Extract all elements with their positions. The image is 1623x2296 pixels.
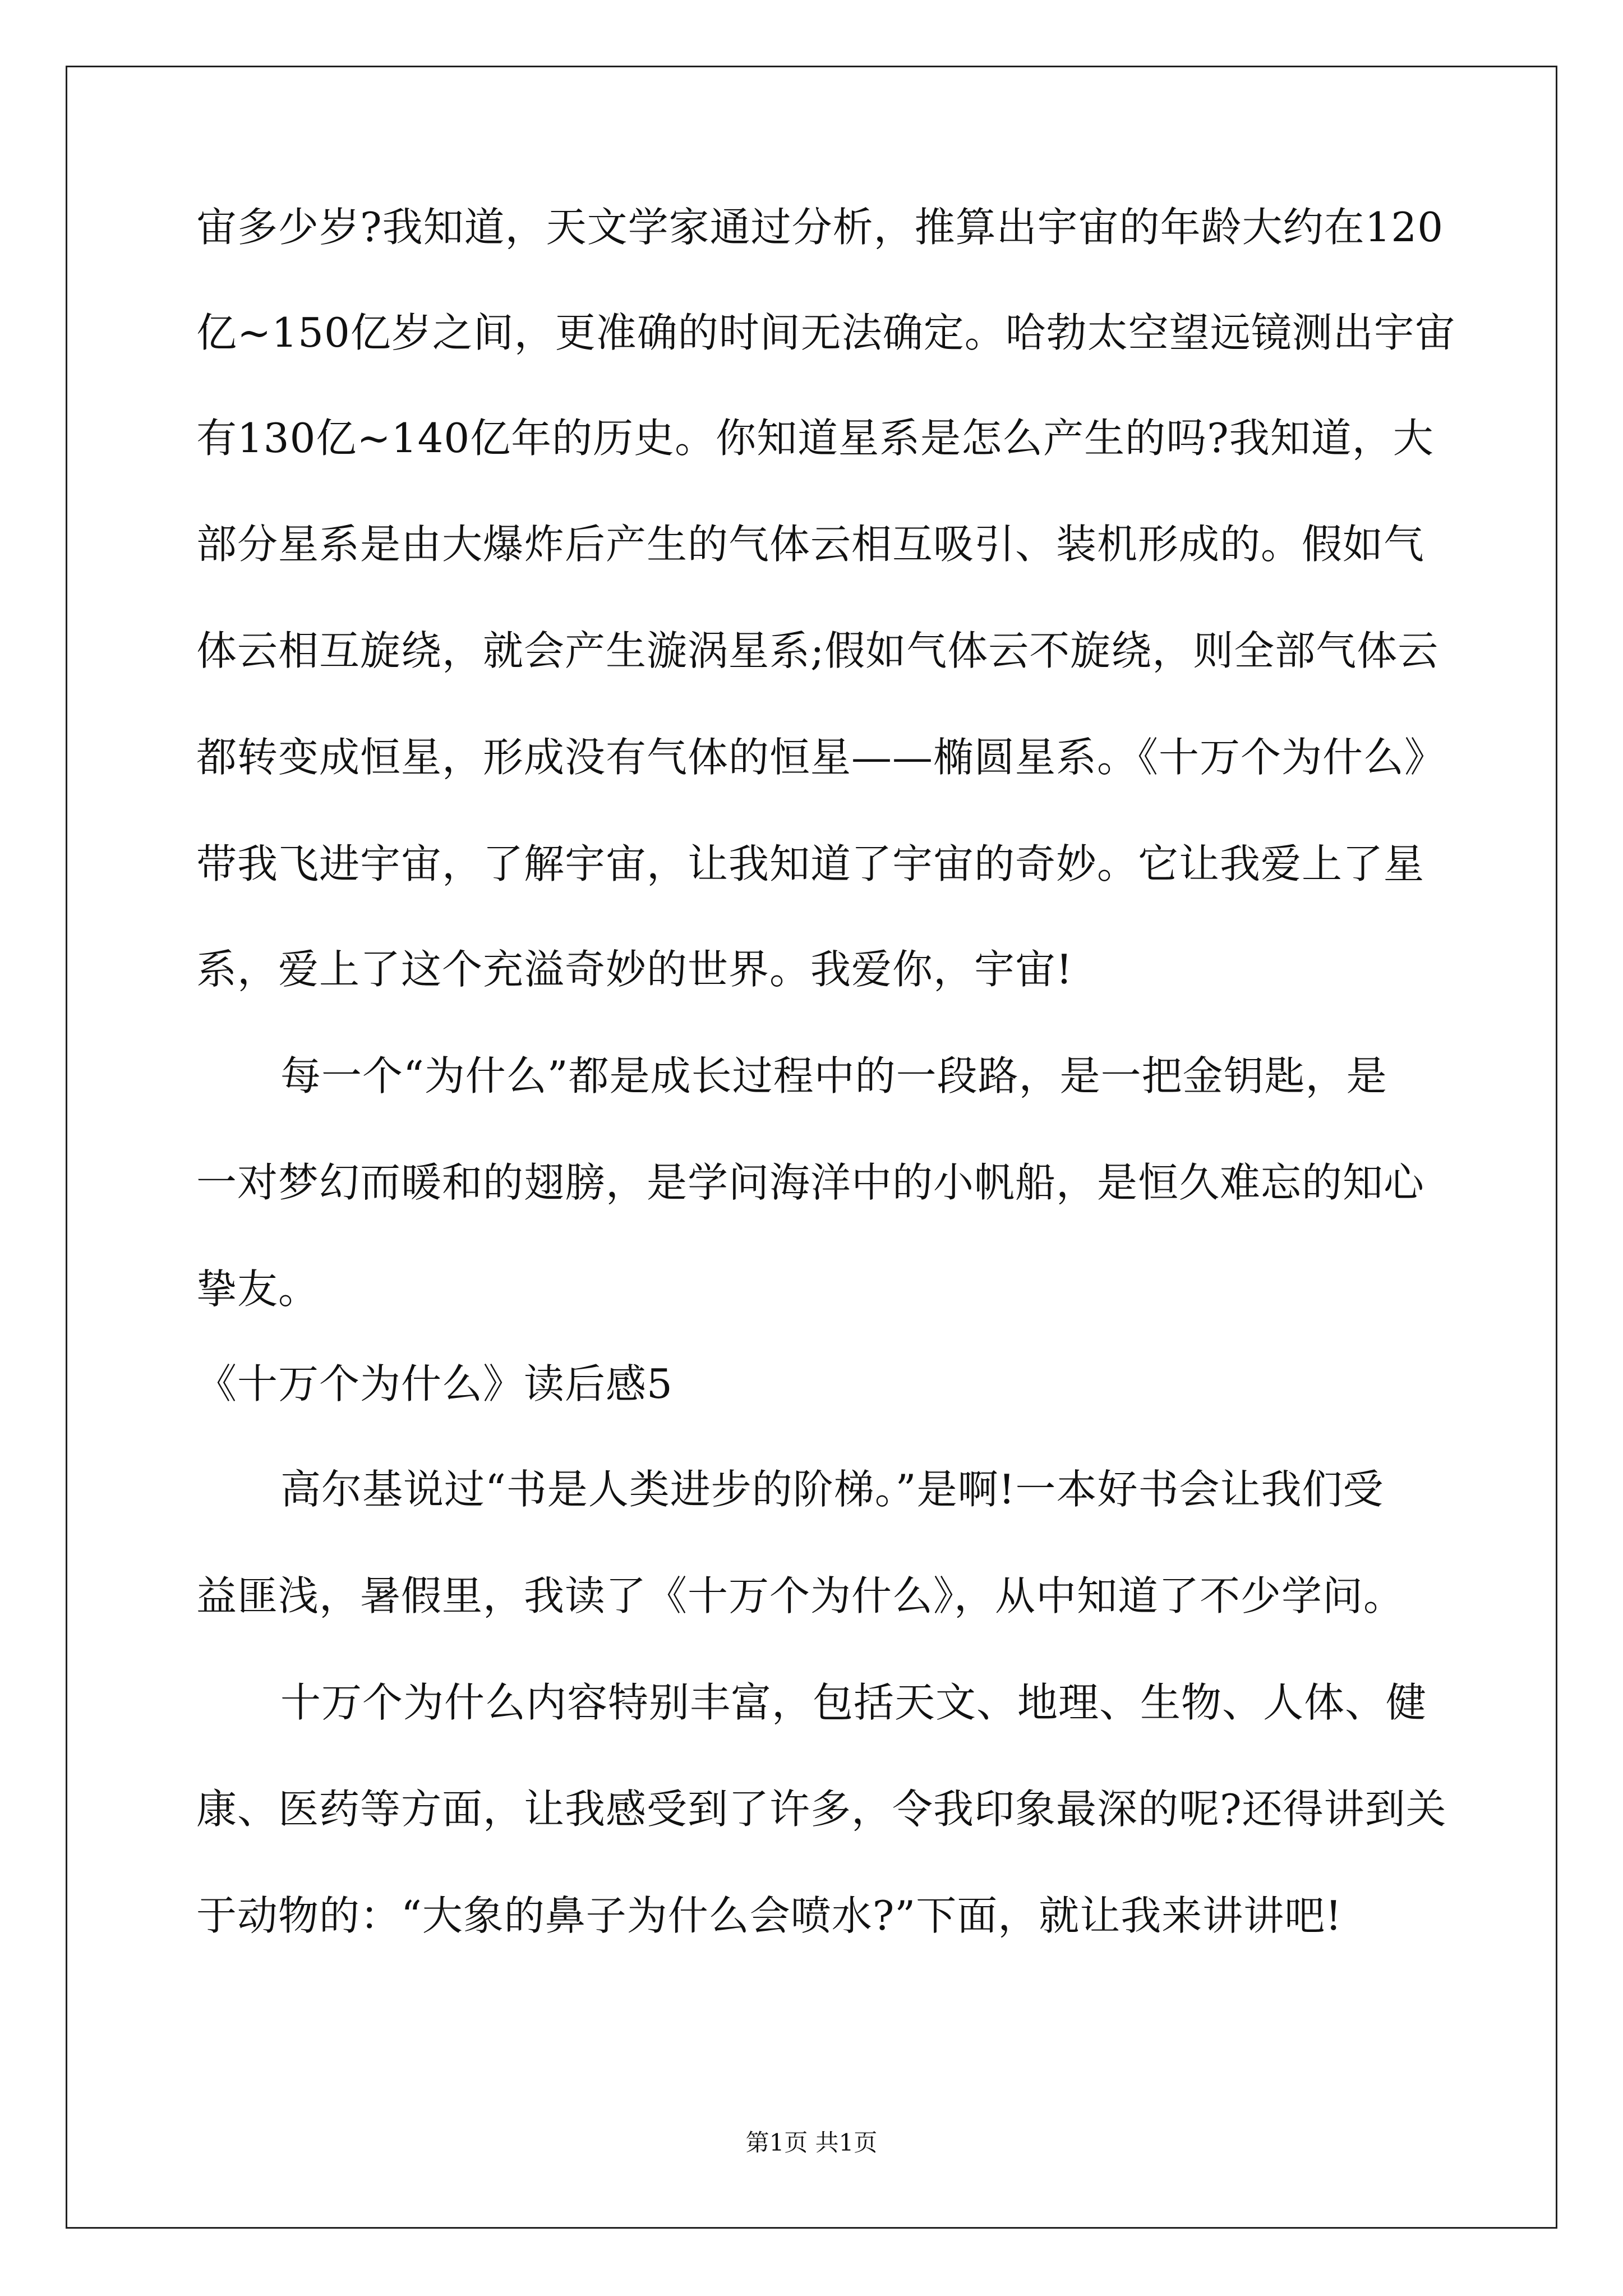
section-heading: 《十万个为什么》读后感5	[196, 1360, 673, 1407]
paragraph-first-line: 每一个“为什么”都是成长过程中的一段路，是一把金钥匙，是	[280, 1052, 1387, 1099]
body-line: 康、医药等方面，让我感受到了许多，令我印象最深的呢?还得讲到关	[196, 1786, 1447, 1833]
body-line: 宙多少岁?我知道，天文学家通过分析，推算出宇宙的年龄大约在120	[196, 204, 1444, 251]
body-line: 一对梦幻而暖和的翅膀，是学问海洋中的小帆船，是恒久难忘的知心	[196, 1159, 1425, 1206]
body-line: 部分星系是由大爆炸后产生的气体云相互吸引、装机形成的。假如气	[196, 521, 1425, 568]
body-line: 益匪浅，暑假里，我读了《十万个为什么》，从中知道了不少学问。	[196, 1572, 1405, 1619]
body-line: 挚友。	[196, 1266, 320, 1313]
body-line: 都转变成恒星，形成没有气体的恒星——椭圆星系。《十万个为什么》	[196, 734, 1446, 781]
paragraph-first-line: 高尔基说过“书是人类进步的阶梯。”是啊!一本好书会让我们受	[280, 1466, 1384, 1513]
body-line: 亿~150亿岁之间，更准确的时间无法确定。哈勃太空望远镜测出宇宙	[196, 309, 1456, 356]
paragraph-first-line: 十万个为什么内容特别丰富，包括天文、地理、生物、人体、健	[280, 1679, 1427, 1726]
page-footer: 第1页 共1页	[745, 2129, 878, 2156]
body-line: 系，爱上了这个充溢奇妙的世界。我爱你，宇宙!	[196, 946, 1073, 993]
body-line: 有130亿~140亿年的历史。你知道星系是怎么产生的吗?我知道，大	[196, 415, 1434, 462]
body-line: 带我飞进宇宙，了解宇宙，让我知道了宇宙的奇妙。它让我爱上了星	[196, 840, 1425, 887]
body-line: 体云相互旋绕，就会产生漩涡星系;假如气体云不旋绕，则全部气体云	[196, 627, 1439, 674]
body-line: 于动物的：“大象的鼻子为什么会喷水?”下面，就让我来讲讲吧!	[196, 1892, 1343, 1939]
